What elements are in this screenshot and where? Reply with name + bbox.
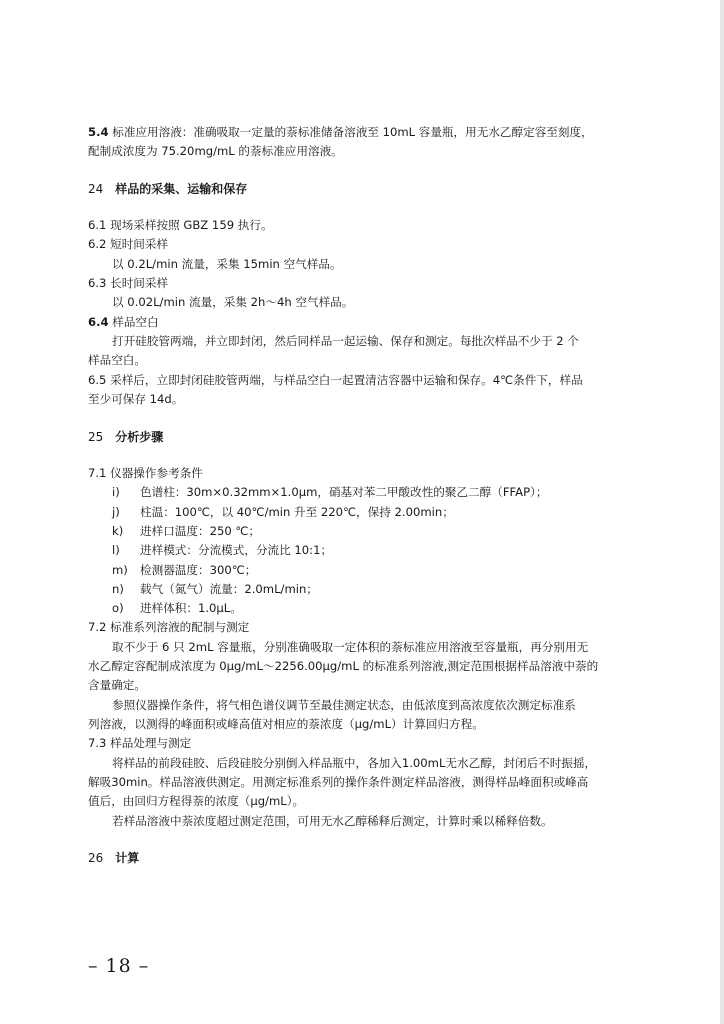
paragraph-line: 将样品的前段硅胶、后段硅胶分别倒入样品瓶中，各加入1.00mL无水乙醇，封闭后不时振摇， [112, 756, 597, 770]
paragraph-line: 水乙醇定容配制成浓度为 0μg/mL～2256.00μg/mL 的标准系列溶液,测定范围根据样品溶液中萘的 [88, 659, 599, 673]
list-item-text: 检测器温度：300℃； [140, 563, 257, 577]
list-item-text: 载气（氮气）流量：2.0mL/min； [140, 582, 318, 596]
chapter-number: 25 [88, 430, 104, 444]
list-item-text: 柱温：100℃，以 40℃/min 升至 220℃，保持 2.00min； [140, 505, 454, 519]
paragraph-line: 值后，由回归方程得萘的浓度（μg/mL）。 [88, 794, 305, 808]
page-edge [720, 0, 724, 1024]
chapter-number: 26 [88, 851, 104, 865]
list-item-text: 色谱柱：30m×0.32mm×1.0μm，硝基对苯二甲酸改性的聚乙二醇（FFAP）； [140, 485, 548, 499]
chapter-heading-25 [88, 429, 163, 445]
chapter-heading-26 [88, 850, 139, 866]
list-item [112, 562, 256, 578]
section-7-2-title: 7.2 标准系列溶液的配制与测定 [88, 620, 250, 634]
section-6-4-line-2: 样品空白。 [88, 353, 146, 367]
list-item [112, 484, 547, 500]
list-marker: j) [112, 505, 120, 519]
section-6-2-title: 6.2 短时间采样 [88, 237, 169, 251]
section-5-4-line-2: 配制成浓度为 75.20mg/mL 的萘标准应用溶液。 [88, 144, 343, 158]
section-7-3-title: 7.3 样品处理与测定 [88, 736, 192, 750]
section-5-4-line-1 [88, 124, 593, 140]
chapter-title: 分析步骤 [115, 430, 164, 444]
paragraph-line: 含量确定。 [88, 678, 146, 692]
paragraph-line: 列溶液，以测得的峰面积或峰高值对相应的萘浓度（μg/mL）计算回归方程。 [88, 717, 484, 731]
chapter-number: 24 [88, 182, 104, 196]
list-item-text: 进样体积：1.0μL。 [140, 601, 242, 615]
section-6-4-title [88, 314, 159, 330]
paragraph-text: 标准应用溶液：准确吸取一定量的萘标准储备溶液至 10mL 容量瓶，用无水乙醇定容至刻度， [112, 125, 593, 139]
section-7-1-title: 7.1 仪器操作参考条件 [88, 466, 203, 480]
paragraph-line: 取不少于 6 只 2mL 容量瓶，分别准确吸取一定体积的萘标准应用溶液至容量瓶，再分别用无 [112, 640, 589, 654]
section-6-5-line-1: 6.5 采样后，立即封闭硅胶管两端，与样品空白一起置清洁容器中运输和保存。4℃条件下，样品 [88, 373, 583, 387]
list-marker: n) [112, 582, 124, 596]
section-6-2-body: 以 0.2L/min 流量，采集 15min 空气样品。 [112, 257, 342, 271]
section-6-3-title: 6.3 长时间采样 [88, 276, 169, 290]
chapter-heading-24 [88, 181, 247, 197]
list-item [112, 504, 454, 520]
section-6-1: 6.1 现场采样按照 GBZ 159 执行。 [88, 218, 273, 232]
chapter-title: 样品的采集、运输和保存 [115, 182, 248, 196]
page-number: – 18 – [88, 955, 150, 977]
section-title: 样品空白 [112, 315, 159, 329]
paragraph-line: 若样品溶液中萘浓度超过测定范围，可用无水乙醇稀释后测定，计算时乘以稀释倍数。 [112, 814, 553, 828]
list-item-text: 进样模式：分流模式，分流比 10:1； [140, 543, 333, 557]
list-item [112, 542, 332, 558]
list-item-text: 进样口温度：250 ℃； [140, 524, 260, 538]
section-6-4-line-1: 打开硅胶管两端，并立即封闭，然后同样品一起运输、保存和测定。每批次样品不少于 2 个 [112, 334, 579, 348]
chapter-title: 计算 [115, 851, 140, 865]
section-number: 6.4 [88, 315, 109, 329]
list-marker: i) [112, 485, 120, 499]
section-6-3-body: 以 0.02L/min 流量，采集 2h～4h 空气样品。 [112, 295, 354, 309]
paragraph-line: 解吸30min。样品溶液供测定。用测定标准系列的操作条件测定样品溶液，测得样品峰面积或峰高 [88, 775, 589, 789]
list-marker: o) [112, 601, 124, 615]
list-item [112, 600, 242, 616]
list-marker: m) [112, 563, 128, 577]
list-marker: k) [112, 524, 124, 538]
paragraph-line: 参照仪器操作条件，将气相色谱仪调节至最佳测定状态，由低浓度到高浓度依次测定标准系 [112, 698, 576, 712]
list-item [112, 523, 260, 539]
section-6-5-line-2: 至少可保存 14d。 [88, 392, 184, 406]
section-number: 5.4 [88, 125, 109, 139]
list-marker: l) [112, 543, 120, 557]
list-item [112, 581, 318, 597]
